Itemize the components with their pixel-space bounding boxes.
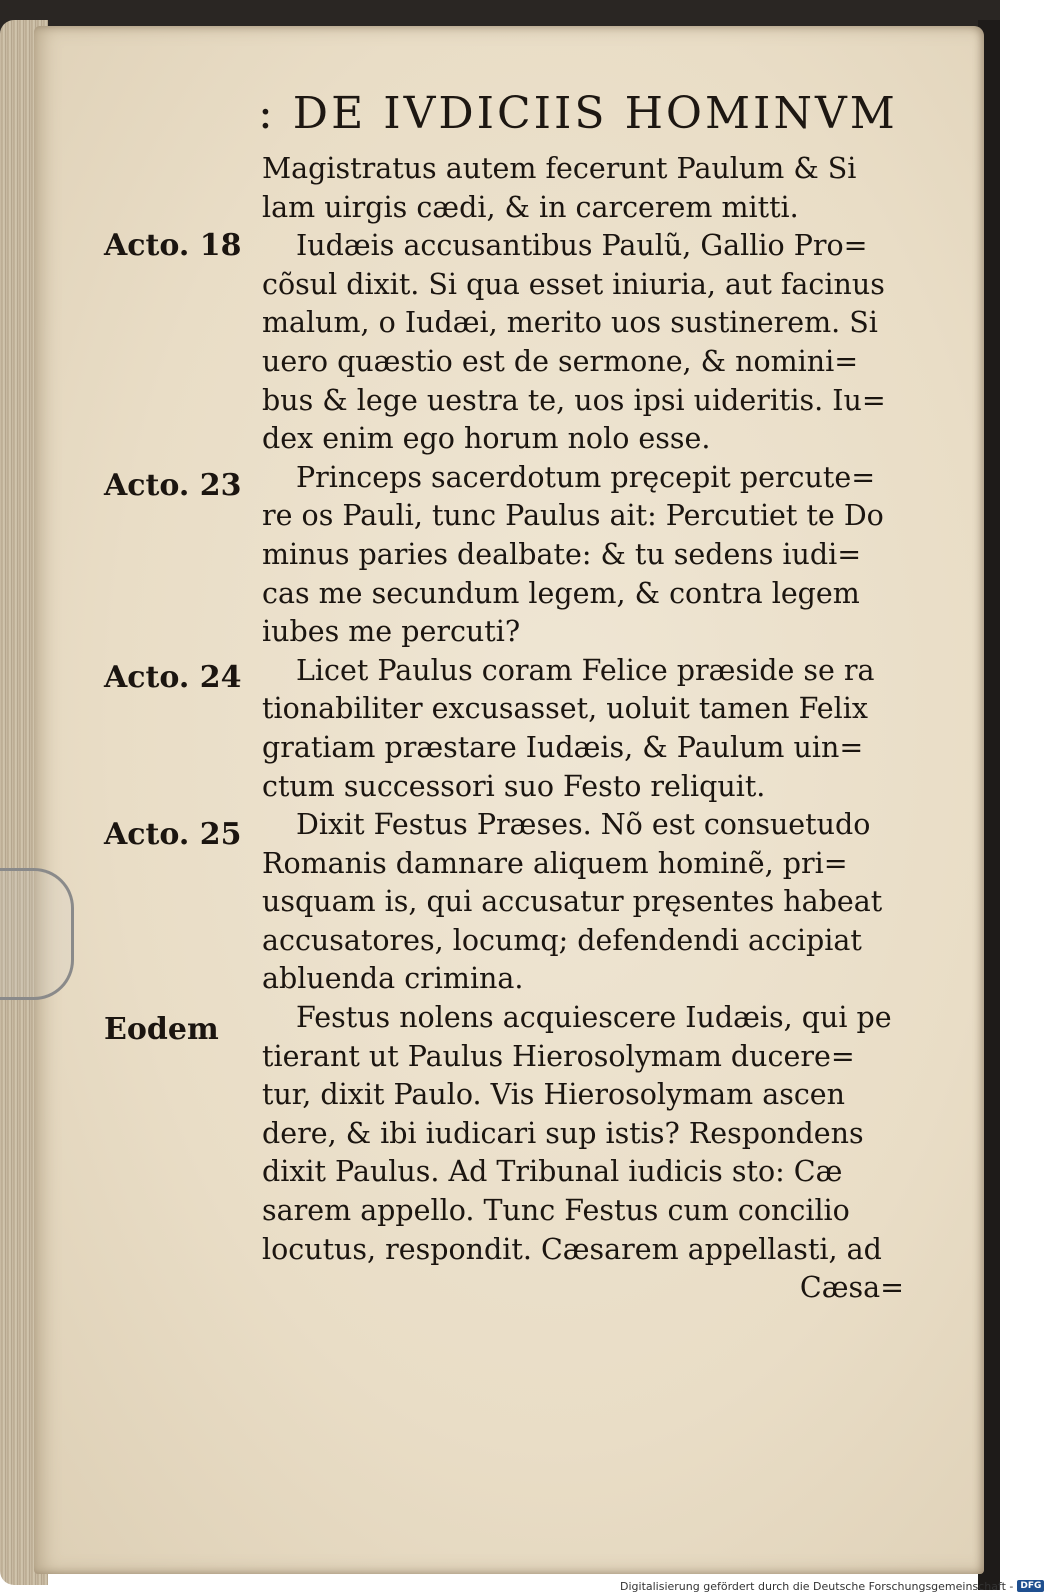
text-line-content: Iudæis accusantibus Paulũ, Gallio Pro= [296,229,868,263]
text-line [262,806,910,845]
text-line: iubes me percuti? [262,615,521,649]
text-line: tionabiliter excusasset, uoluit tamen Felix [262,692,868,726]
digitization-footer [620,1578,1042,1594]
text-line: cas me secundum legem, & contra legem [262,576,860,610]
margin-note-acto-23: Acto. 23 [104,468,242,503]
text-line: Romanis damnare aliquem hominẽ, pri= [262,846,848,880]
text-line: re os Pauli, tunc Paulus ait: Percutiet te Do [262,499,884,533]
text-line [262,227,910,266]
text-line: locutus, respondit. Cæsarem appellasti, ad [262,1232,882,1266]
margin-note-acto-18: Acto. 18 [104,228,242,263]
running-header: : DE IVDICIIS HOMINVM [258,88,898,139]
text-line-content: Festus nolens acquiescere Iudæis, qui pe [296,1001,892,1035]
text-line: Magistratus autem fecerunt Paulum & Si [262,152,857,185]
text-line: minus paries dealbate: & tu sedens iudi= [262,537,862,571]
page-clip [0,868,74,1000]
text-line: uero quæstio est de sermone, & nomini= [262,344,859,378]
text-line [262,999,910,1038]
margin-note-acto-24: Acto. 24 [104,660,242,695]
dfg-logo: DFG [1017,1580,1044,1592]
text-line-content: Princeps sacerdotum pręcepit percute= [296,460,876,494]
footer-text: Digitalisierung gefördert durch die Deutsche Forschungsgemeinschaft - [620,1579,1014,1593]
text-line: dere, & ibi iudicari sup istis? Respondens [262,1116,864,1150]
text-line-content: Licet Paulus coram Felice præside se ra [296,653,875,687]
text-line: abluenda crimina. [262,962,524,996]
text-line: accusatores, locumq; defendendi accipiat [262,923,862,957]
margin-note-acto-25: Acto. 25 [104,817,242,852]
text-line-content: Dixit Festus Præses. Nõ est consuetudo [296,808,871,842]
text-line: sarem appello. Tunc Festus cum concilio [262,1194,850,1228]
text-line: dixit Paulus. Ad Tribunal iudicis sto: Cæ [262,1155,843,1189]
body-text [262,150,910,1308]
margin-note-eodem: Eodem [104,1012,219,1047]
text-line: malum, o Iudæi, merito uos sustinerem. Si [262,306,878,340]
text-line: usquam is, qui accusatur pręsentes habeat [262,885,883,919]
text-line: cõsul dixit. Si qua esset iniuria, aut facinus [262,267,885,301]
text-line: dex enim ego horum nolo esse. [262,422,711,456]
text-line: ctum successori suo Festo reliquit. [262,769,766,803]
catchword: Cæsa= [799,1271,904,1305]
text-line: tierant ut Paulus Hierosolymam ducere= [262,1039,855,1073]
text-line [262,652,910,691]
text-line [262,459,910,498]
text-line: gratiam præstare Iudæis, & Paulum uin= [262,730,864,764]
text-line: tur, dixit Paulo. Vis Hierosolymam ascen [262,1078,846,1112]
text-line: bus & lege uestra te, uos ipsi uideritis. Iu= [262,383,886,417]
text-line: lam uirgis cædi, & in carcerem mitti. [262,190,799,224]
